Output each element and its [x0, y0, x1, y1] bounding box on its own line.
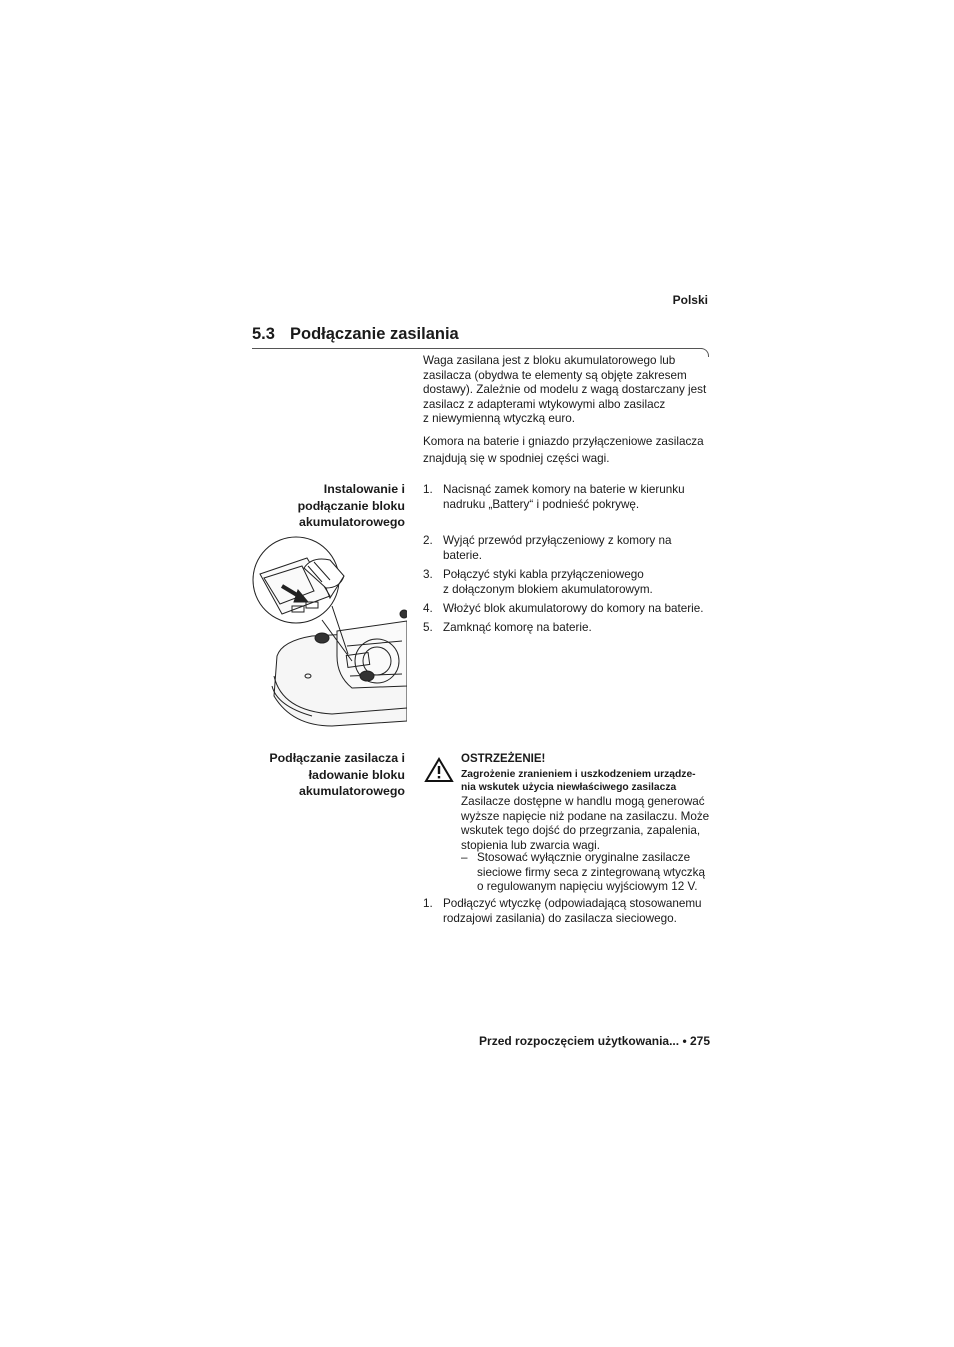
- intro-paragraph-2: [423, 433, 713, 467]
- text-line: Nacisnąć zamek komory na baterie w kierunku: [443, 483, 685, 496]
- text-line: Zamknąć komorę na baterie.: [443, 621, 592, 634]
- step-number: 3.: [423, 568, 433, 581]
- text-line: Zasilacze dostępne w handlu mogą generować: [461, 795, 705, 808]
- language-label: Polski: [672, 293, 708, 307]
- text-line: stopienia lub zwarcia wagi.: [461, 838, 601, 852]
- battery-compartment-illustration: [252, 536, 407, 731]
- text-line: z niewymienną wtyczką euro.: [423, 412, 576, 426]
- charger-heading: [240, 750, 405, 800]
- text-line: Stosować wyłącznie oryginalne zasilacze: [477, 851, 691, 864]
- text-line: Połączyć styki kabla przyłączeniowego: [443, 568, 644, 581]
- text-line: dostawy). Zależnie od modelu z wagą dostarczany jest: [423, 383, 707, 397]
- step-4: [423, 602, 713, 617]
- heading-line: podłączanie bloku: [297, 498, 405, 513]
- text-line: baterie.: [443, 548, 482, 562]
- intro-paragraph-1: [423, 354, 713, 427]
- text-line: z dołączonym blokiem akumulatorowym.: [443, 582, 653, 596]
- section-rule: [252, 348, 702, 349]
- text-line: wyższe napięcie niż podane na zasilaczu. Może: [461, 809, 710, 823]
- step-number: 5.: [423, 621, 433, 634]
- charger-step-1: [423, 897, 713, 926]
- step-number: 4.: [423, 602, 433, 615]
- heading-line: Instalowanie i: [323, 482, 405, 496]
- text-line: o regulowanym napięciu wyjściowym 12 V.: [477, 880, 698, 894]
- step-number: 1.: [423, 483, 433, 496]
- step-3: [423, 568, 713, 597]
- section-title: [252, 325, 459, 344]
- text-line: Komora na baterie i gniazdo przyłączeniowe zasilacza: [423, 435, 704, 448]
- section-title-text: Podłączanie zasilania: [290, 325, 459, 343]
- warning-title: OSTRZEŻENIE!: [461, 753, 546, 765]
- step-1: [423, 483, 713, 512]
- text-line: rodzajowi zasilania) do zasilacza sieciowego.: [443, 911, 677, 925]
- text-line: sieciowe firmy seca z zintegrowaną wtyczką: [477, 865, 705, 879]
- step-5: [423, 621, 713, 636]
- warning-subtitle: [461, 768, 716, 795]
- text-line: Podłączyć wtyczkę (odpowiadającą stosowanemu: [443, 897, 702, 910]
- text-line: zasilacz z adapterami wtykowymi albo zasilacz: [423, 397, 666, 411]
- text-line: nadruku „Battery“ i podnieść pokrywę.: [443, 497, 640, 511]
- warning-icon: [424, 757, 454, 783]
- section-number: 5.3: [252, 325, 275, 343]
- step-number: 2.: [423, 534, 433, 547]
- text-line: Wyjąć przewód przyłączeniowy z komory na: [443, 534, 672, 547]
- warning-bullet: [461, 851, 716, 895]
- text-line: Włożyć blok akumulatorowy do komory na baterie.: [443, 602, 704, 615]
- text-line: nia wskutek użycia niewłaściwego zasilacza: [461, 782, 677, 794]
- step-number: 1.: [423, 897, 433, 910]
- text-line: wskutek tego dojść do przegrzania, zapalenia,: [461, 824, 701, 838]
- heading-line: akumulatorowego: [298, 784, 405, 798]
- text-line: znajdują się w spodniej części wagi.: [423, 452, 610, 465]
- heading-line: akumulatorowego: [298, 515, 405, 529]
- heading-line: Podłączanie zasilacza i: [269, 751, 405, 765]
- heading-line: ładowanie bloku: [308, 767, 405, 782]
- step-2: [423, 534, 713, 563]
- text-line: Waga zasilana jest z bloku akumulatorowego lub: [423, 354, 676, 367]
- battery-install-heading: [240, 481, 405, 531]
- text-line: Zagrożenie zranieniem i uszkodzeniem urządze-: [461, 769, 696, 780]
- bullet-dash: –: [461, 851, 468, 864]
- page-footer: Przed rozpoczęciem użytkowania... • 275: [479, 1034, 710, 1048]
- text-line: zasilacza (obydwa te elementy są objęte zakresem: [423, 368, 687, 382]
- warning-text: [461, 795, 716, 853]
